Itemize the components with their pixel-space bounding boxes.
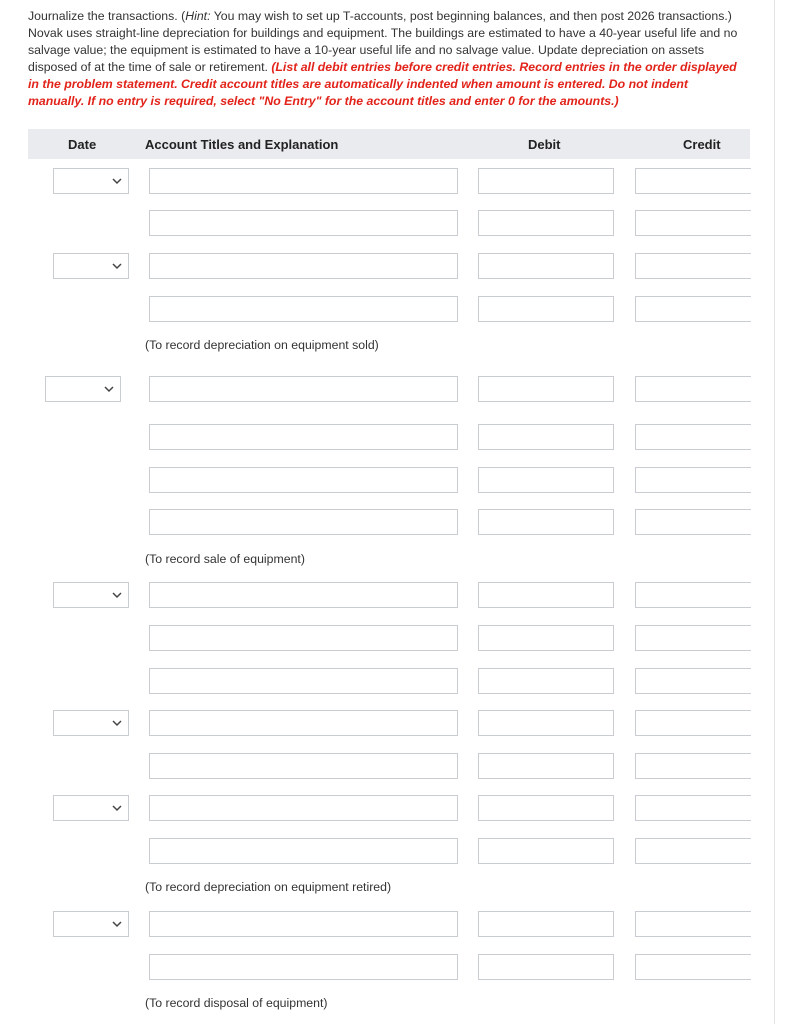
debit-input[interactable] xyxy=(478,467,614,493)
account-title-input[interactable] xyxy=(149,168,458,194)
debit-input[interactable] xyxy=(478,625,614,651)
date-select[interactable] xyxy=(53,795,129,821)
debit-input[interactable] xyxy=(478,253,614,279)
debit-input[interactable] xyxy=(478,838,614,864)
debit-input[interactable] xyxy=(478,668,614,694)
account-column-header: Account Titles and Explanation xyxy=(145,137,339,152)
debit-input[interactable] xyxy=(478,424,614,450)
instructions-text-1: Journalize the transactions. ( xyxy=(28,9,186,23)
date-select[interactable] xyxy=(53,168,129,194)
account-title-input[interactable] xyxy=(149,710,458,736)
credit-input[interactable] xyxy=(635,168,751,194)
debit-input[interactable] xyxy=(478,710,614,736)
credit-input[interactable] xyxy=(635,625,751,651)
instructions xyxy=(28,8,740,110)
chevron-down-icon xyxy=(111,917,123,931)
account-title-input[interactable] xyxy=(149,424,458,450)
credit-input[interactable] xyxy=(635,954,751,980)
account-title-input[interactable] xyxy=(149,253,458,279)
credit-input[interactable] xyxy=(635,296,751,322)
date-column-header: Date xyxy=(68,137,97,152)
entry-explanation: (To record depreciation on equipment retired) xyxy=(145,880,392,894)
account-title-input[interactable] xyxy=(149,753,458,779)
debit-column-header: Debit xyxy=(528,137,561,152)
entry-explanation: (To record disposal of equipment) xyxy=(145,996,328,1010)
credit-input[interactable] xyxy=(635,582,751,608)
chevron-down-icon xyxy=(111,716,123,730)
page-right-border xyxy=(774,0,775,1024)
chevron-down-icon xyxy=(111,174,123,188)
credit-input[interactable] xyxy=(635,795,751,821)
instructions-red-note: (List all debit entries before credit entries. Record entries in the order displayed in the problem statement. Credit account titles are automatically indented when amount is entered. Do not indent manually. If no entry is required, select "No Entry" for the account titles and enter 0 for the amounts.) xyxy=(28,60,737,108)
credit-input[interactable] xyxy=(635,467,751,493)
debit-input[interactable] xyxy=(478,582,614,608)
debit-input[interactable] xyxy=(478,911,614,937)
account-title-input[interactable] xyxy=(149,954,458,980)
credit-input[interactable] xyxy=(635,668,751,694)
chevron-down-icon xyxy=(111,801,123,815)
account-title-input[interactable] xyxy=(149,911,458,937)
account-title-input[interactable] xyxy=(149,838,458,864)
credit-input[interactable] xyxy=(635,376,751,402)
credit-input[interactable] xyxy=(635,911,751,937)
credit-input[interactable] xyxy=(635,710,751,736)
instructions-text-2: You may wish to set up T-accounts, post beginning balances, and then post 2026 transactions.) Novak uses straight-line depreciation for buildings and equipment. The buildings are estimated to have a 40-year useful life and no salvage value; the equipment is estimated to have a 10-year useful life and no salvage value. Update depreciation on assets disposed of at the time of sale or retirement. xyxy=(28,9,738,74)
debit-input[interactable] xyxy=(478,753,614,779)
entry-explanation: (To record sale of equipment) xyxy=(145,552,305,566)
debit-input[interactable] xyxy=(478,795,614,821)
account-title-input[interactable] xyxy=(149,625,458,651)
credit-input[interactable] xyxy=(635,838,751,864)
debit-input[interactable] xyxy=(478,296,614,322)
account-title-input[interactable] xyxy=(149,376,458,402)
date-select[interactable] xyxy=(53,710,129,736)
chevron-down-icon xyxy=(111,588,123,602)
credit-column-header: Credit xyxy=(683,137,721,152)
debit-input[interactable] xyxy=(478,210,614,236)
journal-table-header xyxy=(28,129,750,159)
date-select[interactable] xyxy=(53,253,129,279)
account-title-input[interactable] xyxy=(149,582,458,608)
account-title-input[interactable] xyxy=(149,467,458,493)
credit-input[interactable] xyxy=(635,210,751,236)
credit-input[interactable] xyxy=(635,253,751,279)
credit-input[interactable] xyxy=(635,509,751,535)
hint-label: Hint: xyxy=(185,9,211,23)
date-select[interactable] xyxy=(53,911,129,937)
credit-input[interactable] xyxy=(635,424,751,450)
chevron-down-icon xyxy=(111,259,123,273)
account-title-input[interactable] xyxy=(149,296,458,322)
entry-explanation: (To record depreciation on equipment sold) xyxy=(145,338,379,352)
debit-input[interactable] xyxy=(478,168,614,194)
account-title-input[interactable] xyxy=(149,509,458,535)
account-title-input[interactable] xyxy=(149,668,458,694)
date-select[interactable] xyxy=(53,582,129,608)
chevron-down-icon xyxy=(103,382,115,396)
debit-input[interactable] xyxy=(478,376,614,402)
account-title-input[interactable] xyxy=(149,795,458,821)
debit-input[interactable] xyxy=(478,509,614,535)
credit-input[interactable] xyxy=(635,753,751,779)
debit-input[interactable] xyxy=(478,954,614,980)
account-title-input[interactable] xyxy=(149,210,458,236)
date-select[interactable] xyxy=(45,376,121,402)
